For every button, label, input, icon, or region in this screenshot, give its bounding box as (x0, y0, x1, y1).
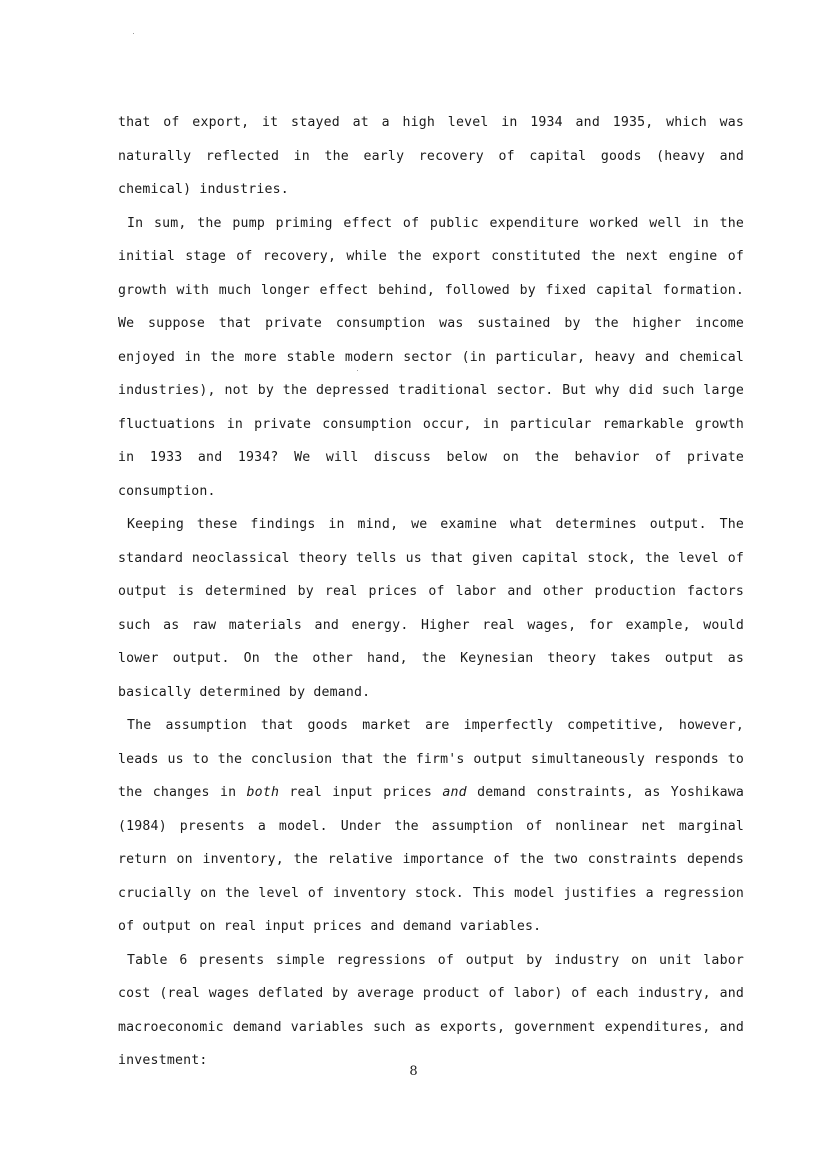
paragraph-public-expenditure: In sum, the pump priming effect of public expenditure worked well in the initial stage of recovery, while the export constituted the next engine of growth with much longer effect behind, followed by fixed capital formation. We suppose that private consumption was sustained by the higher income enjoyed in the more stable modern sector (in particular, heavy and chemical industries), not by the depressed traditional sector. But why did such large fluctuations in private consumption occur, in particular remarkable growth in 1933 and 1934? We will discuss below on the behavior of private consumption. (118, 215, 744, 499)
text-run: real input prices (279, 785, 443, 800)
emphasis-and: and (442, 785, 467, 800)
body-text (118, 106, 744, 1078)
paragraph-continuation: that of export, it stayed at a high level in 1934 and 1935, which was naturally reflected in the early recovery of capital goods (heavy and chemical) industries. (118, 115, 744, 197)
text-run: The assumption that goods market are imperfectly competitive, however, leads us to the conclusion that the firm's output simultaneously responds to the changes in (118, 718, 744, 800)
emphasis-both: both (246, 785, 280, 800)
text-run: demand constraints, as Yoshikawa (1984) presents a model. Under the assumption of nonlinear net marginal return on inventory, the relative importance of the two constraints depends crucially on the level of inventory stock. This model justifies a regression of output on real input prices and demand variables. (118, 785, 745, 934)
paragraph-imperfect-competition (118, 709, 744, 944)
paragraph-output-determinants: Keeping these findings in mind, we examine what determines output. The standard neoclassical theory tells us that given capital stock, the level of output is determined by real prices of labor and other production factors such as raw materials and energy. Higher real wages, for example, would lower output. On the other hand, the Keynesian theory takes output as basically determined by demand. (118, 517, 744, 700)
page-number: 8 (409, 1064, 418, 1079)
paragraph-table-6: Table 6 presents simple regressions of output by industry on unit labor cost (real wages deflated by average product of labor) of each industry, and macroeconomic demand variables such as exports, government expenditures, and investment: (118, 952, 744, 1068)
scan-speck (133, 33, 134, 34)
